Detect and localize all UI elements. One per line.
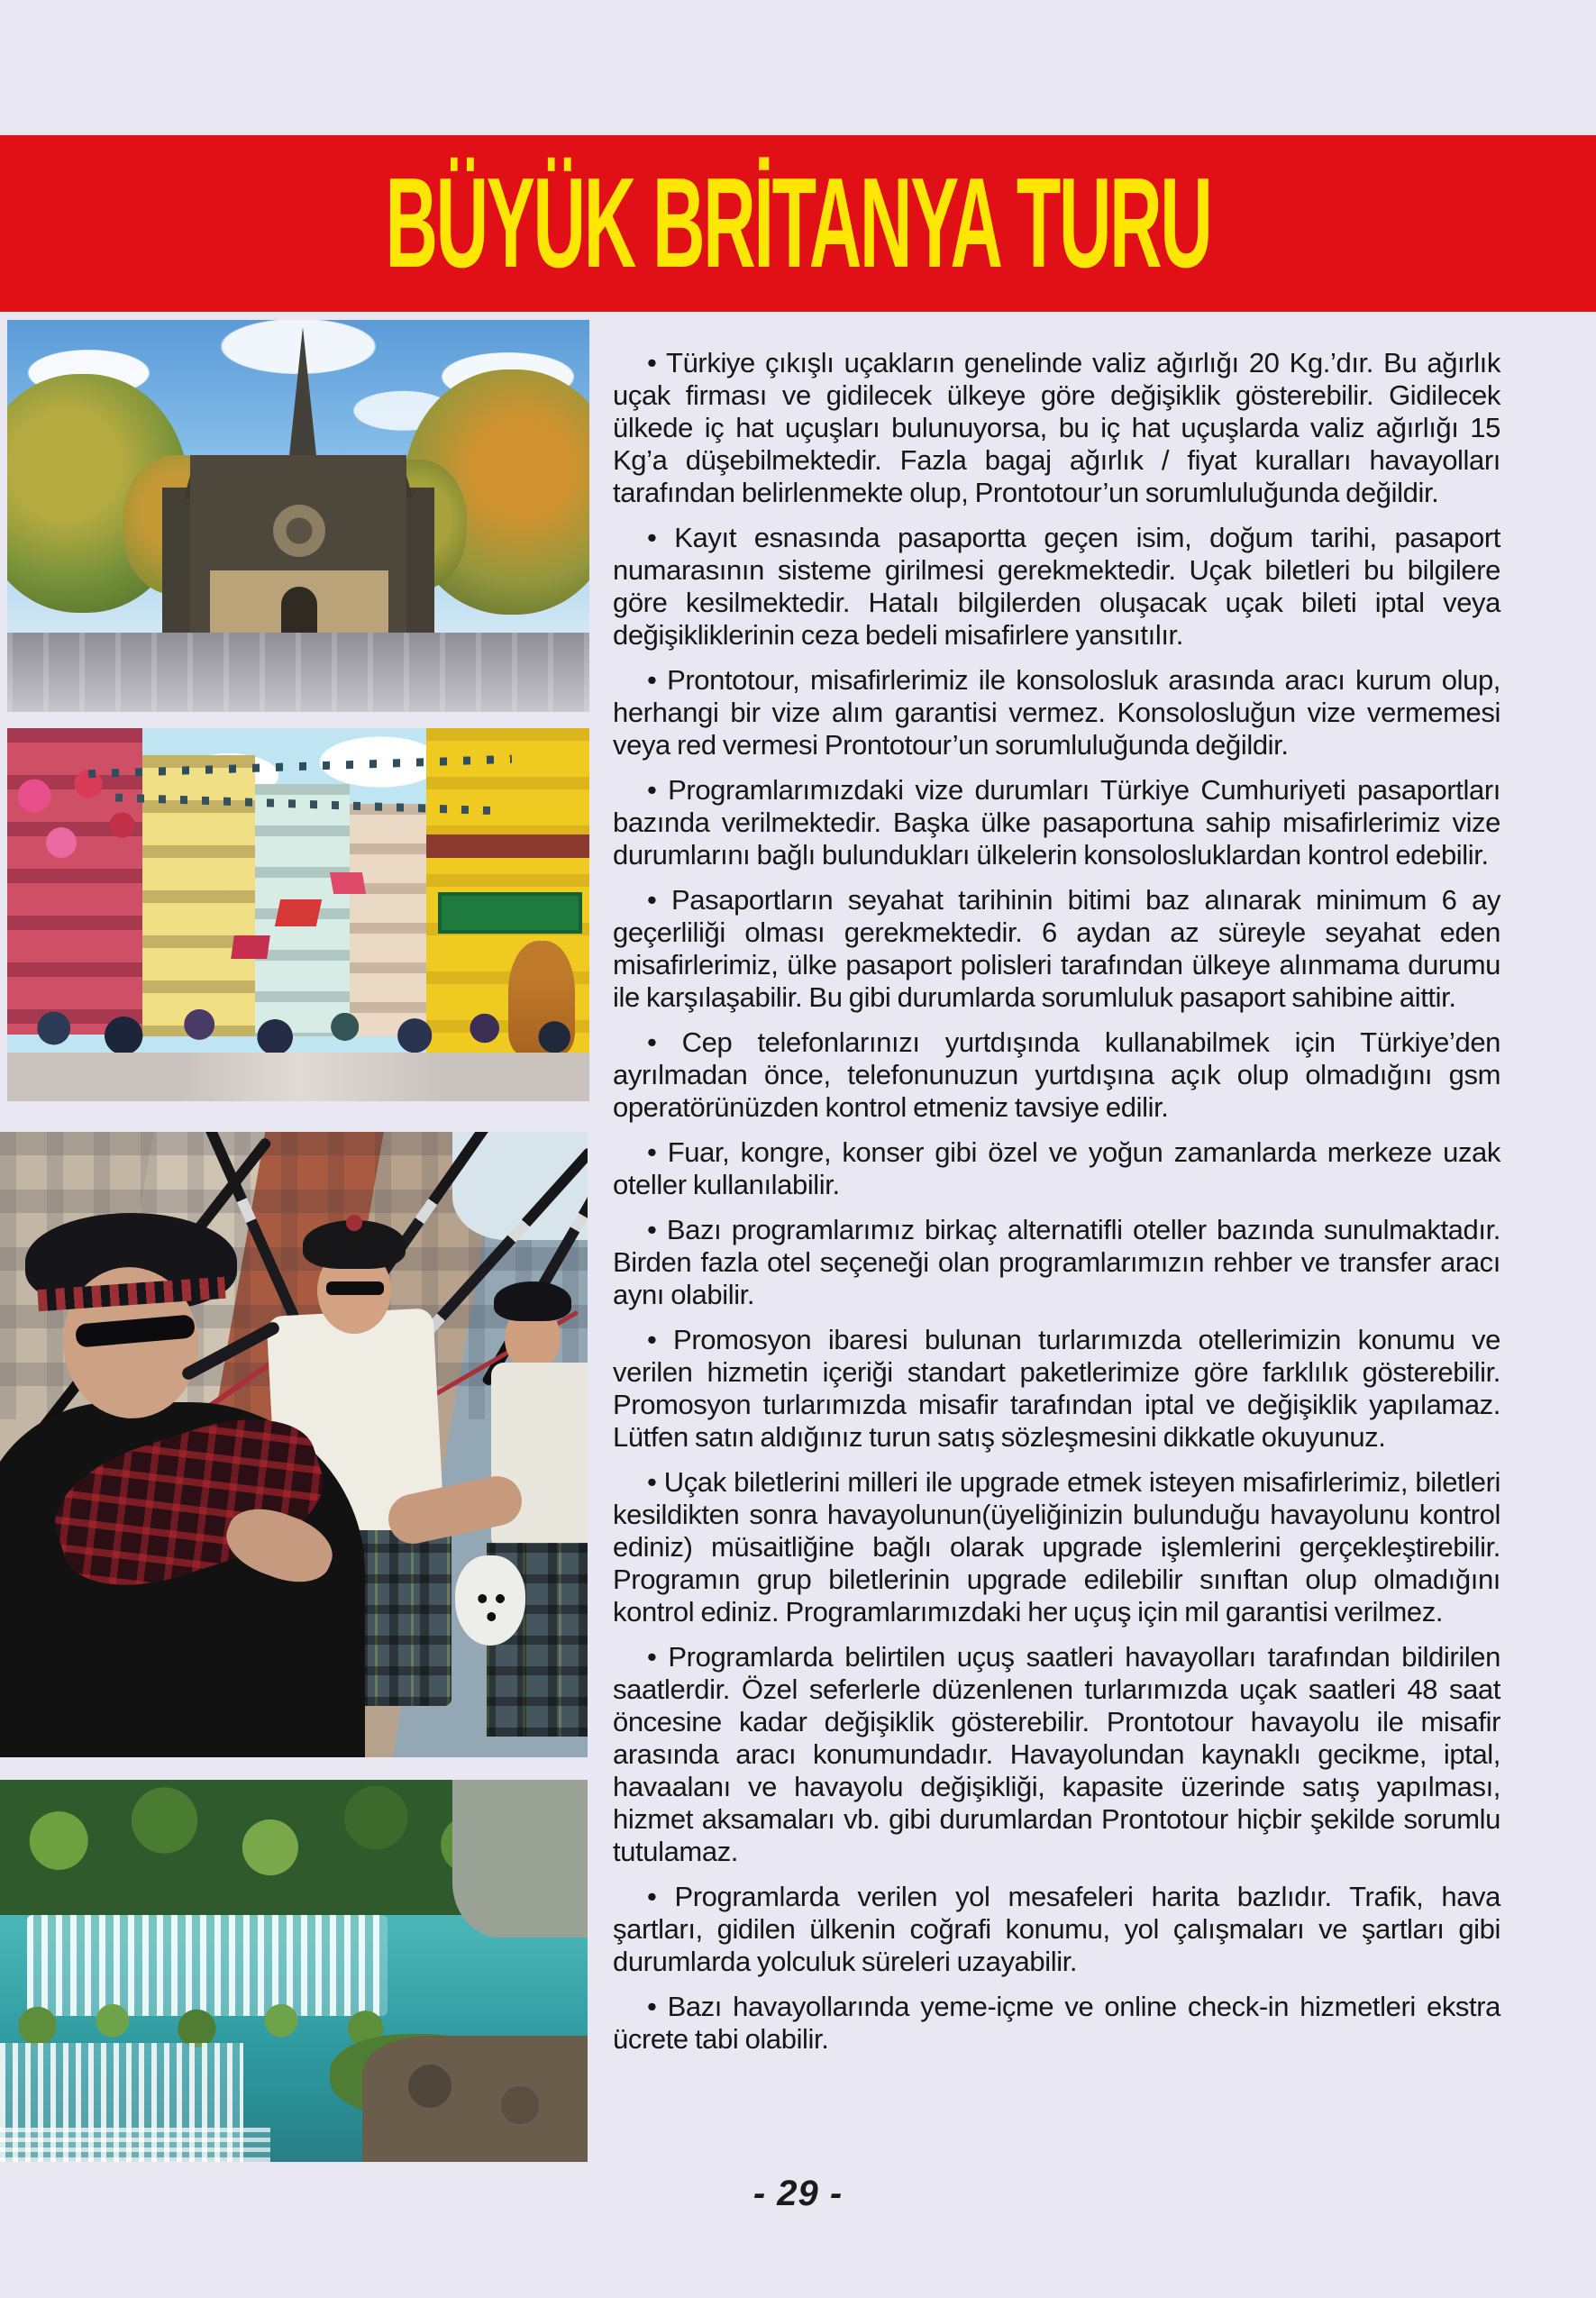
red-banner <box>330 872 366 894</box>
flower-boxes <box>7 761 142 878</box>
awning <box>426 834 589 858</box>
photo-colorful-street <box>7 728 589 1101</box>
bullet-paragraph: • Fuar, kongre, konser gibi özel ve yoğun zamanlarda merkeze uzak oteller kullanılabilir. <box>613 1136 1500 1200</box>
red-banner <box>231 935 270 959</box>
rock-cliff <box>452 1780 588 1938</box>
shop-sign <box>438 892 582 934</box>
bullet-paragraph: • Cep telefonlarınızı yurtdışında kullanabilmek için Türkiye’den ayrılmadan önce, telefonunuzun yurtdışına açık olup olmadığını gsm operatörünüzden kontrol etmeniz tavsiye edilir. <box>613 1026 1500 1123</box>
photo-gothic-cathedral <box>7 320 589 712</box>
bullet-paragraph: • Prontotour, misafirlerimiz ile konsolosluk arasında aracı kurum olup, herhangi bir vize alım garantisi vermez. Konsolosluğun vize vermemesi veya red vermesi Prontotour’un sorumluluğunda değildir. <box>613 664 1500 761</box>
piper-beret <box>494 1281 571 1321</box>
bullet-paragraph: • Programlarda verilen yol mesafeleri harita bazlıdır. Trafik, hava şartları, gidilen ülkenin coğrafi konumu, yol çalışmaları ve şartları gibi durumlarda yolculuk süreleri uzayabilir. <box>613 1881 1500 1977</box>
bullet-paragraph: • Kayıt esnasında pasaportta geçen isim, doğum tarihi, pasaport numarasının sisteme girilmesi gerekmektedir. Uçak biletleri bu bilgilere göre kesilmektedir. Hatalı bilgilerden oluşacak uçak bileti iptal veya değişikliklerinin ceza bedeli misafirlere yansıtılır. <box>613 522 1500 651</box>
sunglasses <box>326 1281 384 1295</box>
rose-window <box>273 505 325 557</box>
wet-plaza <box>7 633 589 712</box>
street-pavement <box>7 1053 589 1101</box>
photo-waterfalls <box>0 1780 588 2162</box>
info-list <box>613 347 1500 2068</box>
sporran-tassels <box>476 1588 508 1624</box>
bullet-paragraph: • Pasaportların seyahat tarihinin bitimi baz alınarak minimum 6 ay geçerliliği olması gerekmektedir. 6 aydan az süreyle seyahat eden misafirlerimiz, ülke pasaport polisleri tarafından ülkeye alınmama durumu ile karşılaşabilir. Bu gibi durumlarda sorumluluk pasaport sahibine aittir. <box>613 884 1500 1013</box>
bullet-paragraph: • Türkiye çıkışlı uçakların genelinde valiz ağırlığı 20 Kg.’dır. Bu ağırlık uçak firması ve gidilecek ülkeye göre değişiklik gösterebilir. Gidilecek ülkede iç hat uçuşları bulunuyorsa, bu iç hat uçuşlarda valiz ağırlığı 15 Kg’a düşebilmektedir. Fazla bagaj ağırlık / fiyat kuralları havayolları tarafından belirlenmekte olup, Prontotour’un sorumluluğunda değildir. <box>613 347 1500 508</box>
header-band <box>0 135 1596 312</box>
bullet-paragraph: • Programlarımızdaki vize durumları Türkiye Cumhuriyeti pasaportları bazında verilmektedir. Başka ülke pasaportuna sahip misafirlerimiz vize durumlarını bağlı bulundukları ülkelerin konsolosluklardan kontrol edebilir. <box>613 774 1500 871</box>
bullet-paragraph: • Promosyon ibaresi bulunan turlarımızda otellerimizin konumu ve verilen hizmetin içeriği standart paketlerimize göre farklılık gösterebilir. Promosyon turlarımızda misafir tarafından iptal ve değişiklik yapılamaz. Lütfen satın aldığınız turun satış sözleşmesini dikkatle okuyunuz. <box>613 1324 1500 1453</box>
photo-bagpipe-band <box>0 1132 588 1757</box>
beret-pompom <box>346 1215 362 1231</box>
cathedral-door <box>281 587 317 634</box>
rocks <box>362 2036 588 2162</box>
bullet-paragraph: • Uçak biletlerini milleri ile upgrade etmek isteyen misafirlerimiz, biletleri kesildikten sonra havayolunun(üyeliğinizin bulunduğu havayolunu kontrol ediniz) müsaitliğine bağlı olarak upgrade işlemlerini gerçekleştirebilir. Programın grup biletlerinin upgrade edilebilir sınıftan olup olmadığını kontrol ediniz. Programlarımızdaki her uçuş için mil garantisi verilmez. <box>613 1466 1500 1628</box>
page-title: BÜYÜK BRİTANYA TURU <box>385 151 1211 295</box>
red-banner <box>275 899 322 926</box>
bullet-paragraph: • Bazı havayollarında yeme-içme ve online check-in hizmetleri ekstra ücrete tabi olabilir. <box>613 1991 1500 2055</box>
page-number: - 29 - <box>752 2174 844 2213</box>
bullet-paragraph: • Bazı programlarımız birkaç alternatifli oteller bazında sunulmaktadır. Birden fazla otel seçeneği olan programlarımızın rehber ve transfer aracı aynı olabilir. <box>613 1214 1500 1310</box>
water-foam <box>0 2128 270 2162</box>
bullet-paragraph: • Programlarda belirtilen uçuş saatleri havayolları tarafından bildirilen saatlerdir. Özel seferlerle düzenlenen turlarımızda uçak saatleri 48 saat öncesine kadar değişiklik gösterebilir. Prontotour havayolu ile misafir arasında aracı konumundadır. Havayolundan kaynaklı gecikme, iptal, havaalanı ve havayolu değişikliği, kapasite üzerinde satış yapılması, hizmet aksamaları vb. gibi durumlardan Prontotour hiçbir şekilde sorumlu tutulamaz. <box>613 1641 1500 1867</box>
